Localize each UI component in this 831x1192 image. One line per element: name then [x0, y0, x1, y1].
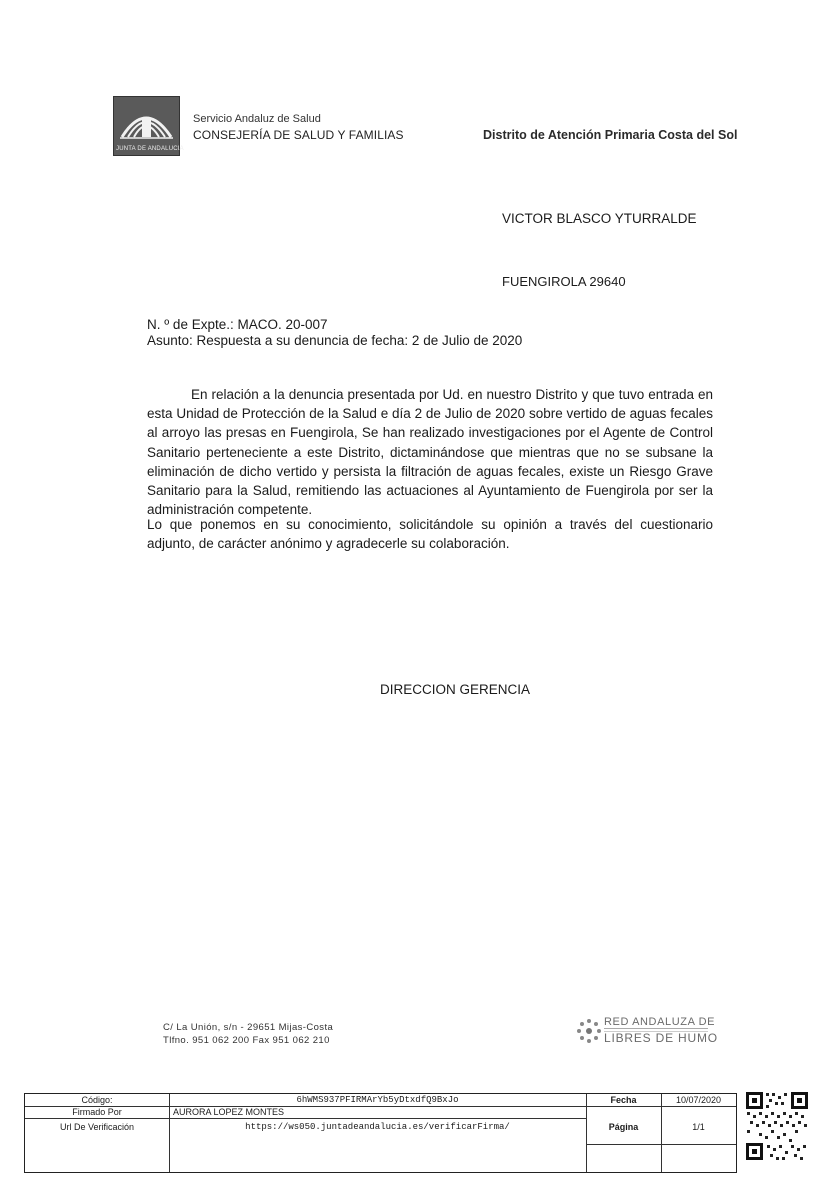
url-label: Url De Verificación: [59, 1122, 135, 1132]
firmado-label: Firmado Por: [72, 1107, 122, 1117]
fecha-value: 10/07/2020: [675, 1095, 722, 1105]
pagina-label: Página: [608, 1122, 639, 1132]
body-paragraph-1: En relación a la denuncia presentada por Ud. en nuestro Distrito y que tuvo entrada en esta Unidad de Protección de la Salud e día 2 de Julio de 2020 sobre vertido de aguas fecales al arroyo las presas en Fuengirola, Se han realizado investigaciones por el Agente de Control Sanitario perteneciente a este Distrito, dictaminándose que mientras que no se subsane la eliminación de dicho vertido y persista la filtración de aguas fecales, existe un Riesgo Grave Sanitario para la Salud, remitiendo las actuaciones al Ayuntamiento de Fuengirola por ser la administración competente.: [147, 387, 713, 518]
recipient-city: FUENGIROLA 29640: [502, 274, 626, 289]
signature-direction: DIRECCION GERENCIA: [380, 682, 531, 697]
qr-code-icon: [745, 1091, 809, 1161]
dots-emblem-icon: [576, 1018, 602, 1044]
footer-address: C/ La Unión, s/n - 29651 Mijas-Costa: [163, 1022, 334, 1033]
junta-andalucia-logo: [113, 96, 184, 156]
footer-phone-fax: Tlfno. 951 062 200 Fax 951 062 210: [163, 1035, 330, 1046]
org-service-name: Servicio Andaluz de Salud: [193, 113, 321, 125]
qr-code: [745, 1091, 809, 1161]
red-andaluza-line2: LIBRES DE HUMO: [604, 1031, 718, 1045]
table-col-divider: [169, 1094, 170, 1172]
logo-caption: JUNTA DE ANDALUCIA: [116, 146, 184, 152]
table-col-divider: [661, 1094, 662, 1172]
table-row-divider: [25, 1118, 586, 1119]
body-paragraph-2: Lo que ponemos en su conocimiento, solicitándole su opinión a través del cuestionario adjunto, de carácter anónimo y agradecerle su colaboración.: [147, 517, 713, 552]
expediente-number: N. º de Expte.: MACO. 20-007: [147, 317, 328, 332]
signature-verification-table: [24, 1093, 737, 1173]
district-name: Distrito de Atención Primaria Costa del Sol: [483, 128, 738, 142]
org-ministry-name: CONSEJERÍA DE SALUD Y FAMILIAS: [193, 128, 404, 142]
recipient-name: VICTOR BLASCO YTURRALDE: [502, 211, 697, 226]
pagina-value: 1/1: [692, 1122, 705, 1132]
fecha-label: Fecha: [610, 1095, 637, 1105]
codigo-value: 6hWMS937PFIRMArYb5yDtxdfQ9BxJo: [296, 1095, 459, 1105]
red-andaluza-line1: RED ANDALUZA DE: [604, 1016, 716, 1028]
codigo-label: Código:: [81, 1095, 113, 1105]
red-andaluza-logo: [576, 1016, 716, 1046]
firmado-value: AURORA LOPEZ MONTES: [173, 1107, 285, 1117]
arch-emblem-icon: [114, 97, 179, 143]
url-value[interactable]: https://ws050.juntadeandalucia.es/verificarFirma/: [245, 1122, 510, 1132]
asunto-line: Asunto: Respuesta a su denuncia de fecha: 2 de Julio de 2020: [147, 333, 523, 348]
table-col-divider: [586, 1094, 587, 1172]
